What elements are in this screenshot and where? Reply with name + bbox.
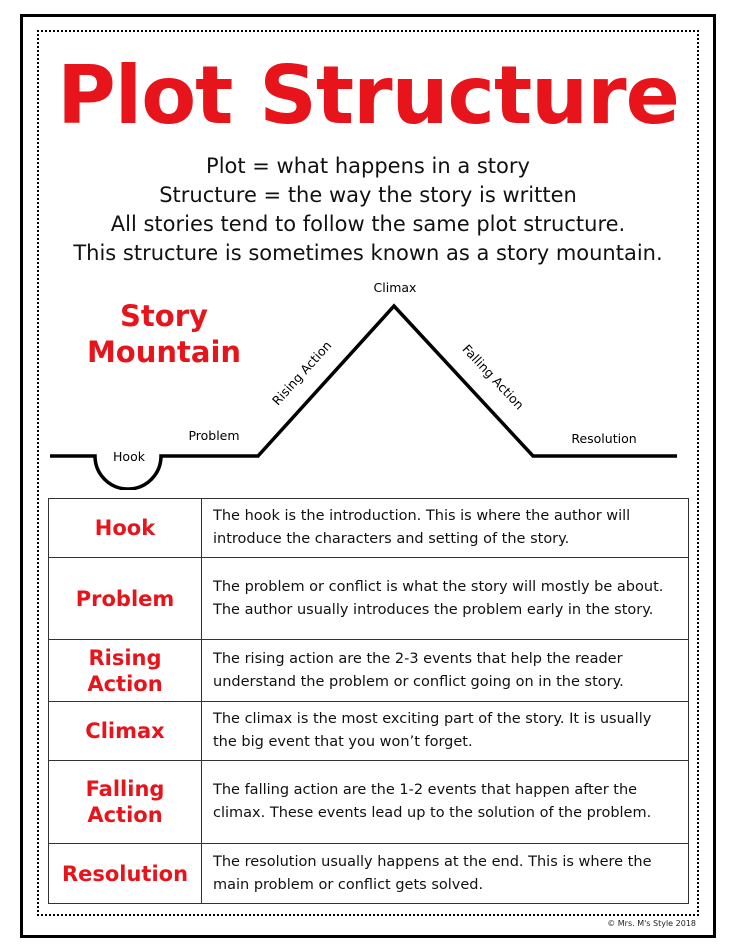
definition-hook: The hook is the introduction. This is where the author will introduce the characters and setting of the story. xyxy=(202,499,689,558)
term-problem: Problem xyxy=(49,558,202,640)
term-falling-action: Falling Action xyxy=(49,761,202,844)
story-mountain-heading-line2: Mountain xyxy=(86,335,242,369)
term-hook: Hook xyxy=(49,499,202,558)
label-problem: Problem xyxy=(188,428,240,443)
intro-line-structure: Structure = the way the story is written xyxy=(159,183,577,207)
story-mountain-diagram xyxy=(0,270,736,490)
table-row-problem xyxy=(49,558,689,640)
term-rising-action: Rising Action xyxy=(49,640,202,702)
label-falling-action: Falling Action xyxy=(459,341,528,413)
definition-rising-action: The rising action are the 2-3 events that help the reader understand the problem or conflict going on in the story. xyxy=(202,640,689,702)
definition-climax: The climax is the most exciting part of the story. It is usually the big event that you won’t forget. xyxy=(202,702,689,761)
table-row-rising-action xyxy=(49,640,689,702)
intro-text xyxy=(0,152,736,268)
label-rising-action: Rising Action xyxy=(268,337,335,409)
plot-terms-table xyxy=(48,498,689,904)
term-climax: Climax xyxy=(49,702,202,761)
page-title: Plot Structure xyxy=(57,49,679,142)
table-row-hook xyxy=(49,499,689,558)
label-resolution: Resolution xyxy=(571,431,637,446)
label-hook: Hook xyxy=(113,449,145,464)
definition-resolution: The resolution usually happens at the end. This is where the main problem or conflict gets solved. xyxy=(202,844,689,904)
intro-line-follow: All stories tend to follow the same plot structure. xyxy=(110,212,626,236)
table-row-resolution xyxy=(49,844,689,904)
table-row-falling-action xyxy=(49,761,689,844)
intro-line-plot: Plot = what happens in a story xyxy=(206,154,530,178)
copyright-notice: © Mrs. M's Style 2018 xyxy=(607,919,696,928)
story-mountain-heading-line1: Story xyxy=(120,299,208,333)
definition-falling-action: The falling action are the 1-2 events that happen after the climax. These events lead up to the solution of the problem. xyxy=(202,761,689,844)
intro-line-mountain: This structure is sometimes known as a story mountain. xyxy=(73,241,663,265)
term-resolution: Resolution xyxy=(49,844,202,904)
table-row-climax xyxy=(49,702,689,761)
definition-problem: The problem or conflict is what the story will mostly be about. The author usually introduces the problem early in the story. xyxy=(202,558,689,640)
label-climax: Climax xyxy=(373,280,417,295)
